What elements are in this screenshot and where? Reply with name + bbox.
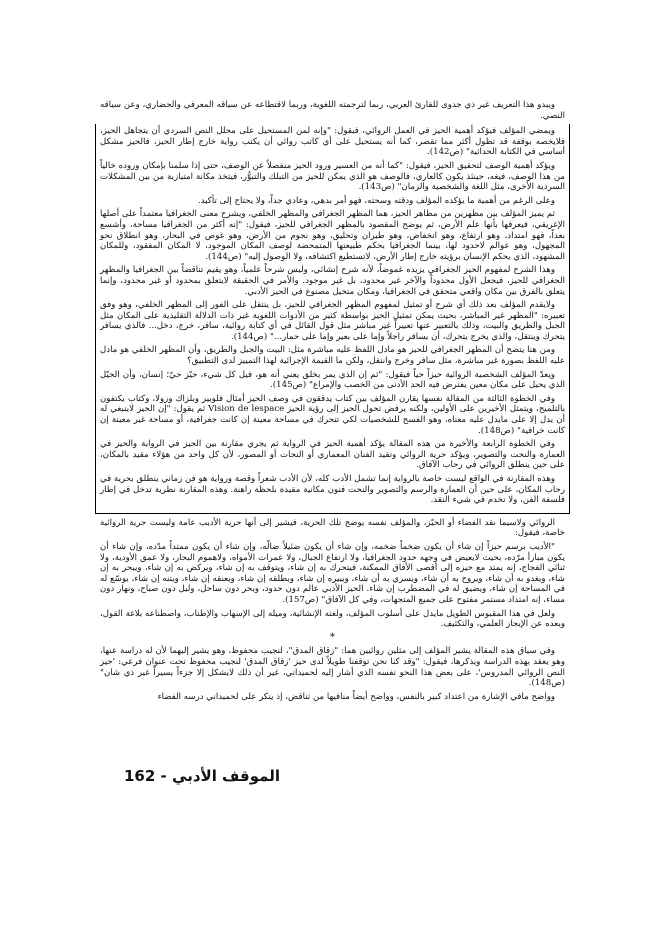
paragraph: وواضح مافي الإشارة من اعتداد كبير بالنفس، وواضح أيضاً منافيها من تناقض، إذ ينكر على لحميداني درسه الفضاء <box>157 691 555 702</box>
paragraph: ثم يميز المؤلف بين مظهرين من مظاهر الحيز، هما المظهر الجغرافي والمظهر الخلفي، ويشرح معنى الجغرافيا معتمداً على أصلها الإغريقي، فيعرفها بأنها علم الأرض، ثم يوضح المقصود بالمظهر الجغرافي للحيز، فيقول: "إنه أكثر من الجغرافيا مساحة، وأشسع بعداً، فهو امتداد، وهو ارتفاع، وهو انخفاض، وهو طيران وتحليق، وهو نجوم من الأرض، وهو غوص في البحار، وهو انطلاق نحو المجهول، وهو عوالم لاحدود لها، بينما الجغرافيا بحكم طبيعتها المتمحضة لوصف المكان الموجود، لا المكان المفقود، وللمكان المشهود، الذي يحكم الإنسان برؤيته خارج إطار الأرض، لاتستطيع اكتشافه، ولا الوصول إليه" (ص144). <box>100 209 565 262</box>
paragraph: ويؤكد أهمية الوصف لتحقيق الحيز، فيقول: "كما أنه من العسير ورود الحيز منفصلاً عن الوصف، حتى إذا سلمنا بإمكان وروده خالياً من هذا الوصف، فيغه، حينئذ يكون كالعاري، فالوصف هو الذي يمكن للحيز من التبلك والتبوُّر، فيتخذ مكانة امتيازية من بين المشكلات السردية الأخرى، مثل اللغة والشخصية والزمان" (ص143). <box>100 160 565 193</box>
paragraph: وفي سياق هذه المقالة يشير المؤلف إلى مثلين روائيين هما: "زقاق المدق"، لنجيب محفوظ، وهو يشير إليهما لأن له دراسة عنها، وهو يعقد بهذه الدراسة ويذكرها، فيقول: "وقد كنا نحن توقفنا طويلاً لدى حيز 'زقاق المدق' لنجيب محفوظ تحت عنوان فرعي: 'حيز النص الروائي المدروس'، على بعض هذا النحو نفسه الذي أشار إليه لحميداني، غير أن ذلك لايشكل إلا جزءاً يسيراً غير ذي شان" (ص148). <box>100 646 565 689</box>
paragraph: ويبدو هذا التعريف غير ذي جدوى للقارئ العربي، ربما لترجمته اللغوية، وربما لاقتطاعه عن سياقه المعرفي والحضاري، وعن سياقه النصي. <box>100 100 565 121</box>
page-footer <box>120 767 540 785</box>
paragraph: ويعدّ المؤلف الشخصية الروائية حيزاً حياً فيقول: "ثم إن الذي يمر بخلق يعني أنه هو، فيل كل شيء، حيّز حيّ؛ إنسان، وأن الحيّل الذي يحيل على مكان معين يفترض فيه الحد الأدنى من الخصب والإمراع" (ص145). <box>100 369 565 391</box>
article-body <box>100 100 565 705</box>
paragraph: وعلى الرغم من أهمية ما يؤكده المؤلف ودقته وسحته، فهو أمر بدهي، وعادي جداً، ولا يحتاج إلى تأكيد. <box>197 195 555 206</box>
page-number: 162 <box>124 767 156 785</box>
paragraph: وهذه المقارنة في الواقع ليست خاصة بالرواية إنما تشمل الأدب كله، لأن الأدب شعراً وقصة ورواية هو فن زماني ينطلق بحرية في رحاب المكان، على حين أن العمارة والرسم والتصوير والنحت فنون مكانية مقيدة بلحظة راهنة. وهذه المقارنة نظرية تدخل في إطار فلسفة الفن، ولا تخدم في شيء النقد. <box>100 474 565 506</box>
paragraph: وهذا الشرح لمفهوم الحيز الجغرافي يزيده غموضاً، لأنه شرح إنشائي، وليس شرحاً علمياً، وهو يقيم تناقضاً بين الجغرافيا والمظهر الجغرافي للحيز، فيجعل الأول محدوداً والآخر غير محدود، بل غير موجود. والأمر في الحقيقة لايتعلق بمحدود أو غير محدود، وإنما يتعلق بالفرق بين مكان واقعي متحقق في الجغرافيا، ومكان متخيل مصنوع في الحيز الأدبي. <box>100 265 565 297</box>
framed-section <box>95 124 570 514</box>
paragraph: ولايقدم المؤلف بعد ذلك أي شرح أو تمثيل لمفهوم المظهر الجغرافي للحيز، بل ينتقل على الفور إلى المظهر الخلفي، وهو وفق تعبيره: "المظهر غير المباشر، بحيث يمكن تمثيل الحيز بواسطة كثير من الأدوات اللغوية غير ذات الدلالة التقليدية على المكان مثل الجبل والطريق والبيت، وذلك بالتعبير عنها تعبيراً غير مباشر مثل قول القائل في أي كتابة روائية، سافر، خرج، دخل... فالذي يسافر يتحرك وينتقل، والذي يخرج يتحرك، أن يسافر راجلاً وإما على بعير وإما على حمار..." (ص144). <box>100 300 565 342</box>
paragraph: ويمضي المؤلف فيؤكد أهمية الحيز في العمل الروائي، فيقول: "وإنه لمن المستحيل على محلل النص السردي أن يتجاهل الحيز، فلايخصه بوقفة قد تطول أكثر مما تقصر، كما أنه يستحيل على أي كاتب روائي أن يكتب رواية خارج إطار الحيز، فالحيز مشكل أساسي في الكتابة الحداثية" (ص142). <box>100 126 565 158</box>
paragraph: ولعل في هذا المقبوس الطويل مايدل على أسلوب المؤلف، ولغته الإنشائية، وميله إلى الإسهاب والإطناب، واصطناعه بلاغة القول، وبعده عن الإيجاز العلمي، والتكثيف. <box>100 608 565 630</box>
footer-separator: - <box>160 767 167 785</box>
paragraph: وفي الخطوة الثالثة من المقالة نفسها يقارن المؤلف بين كتاب يدققون في وصف الحيز أمثال فلوبير وبلزاك وزولا، وكتاب يكتفون بالتلميح، ويتمثل الأخيرين على الأولين، ولكنه يرفض تحول الحيز إلى رؤية الحيز Vision de lespace ثم يقول: "إن الحيز لاينبغي له أن يدل إلا على مايدل عليه معناه، وهو الفسح للشخصيات لكي تتحرك في مساحة معينة إن كانت جغرافية، أو مساحة غير معينة إن كانت خرافية" (ص148). <box>100 393 565 436</box>
magazine-title: الموقف الأدبي <box>172 767 280 785</box>
paragraph: الروائي ولاسيما نقد الفضاء أو الحيّز، والمؤلف نفسه يوضح تلك الحرية، فيشير إلى أنها حرية الأديب عامة وليست حرية الروائية خاصة، فيقول: <box>100 517 565 539</box>
quote-paragraph: "الأديب برسم حيزاً إن شاء أن يكون ضخماً ضخمه، وإن شاء أن يكون ضئيلاً ضالّه، وإن شاء أن يكون ممتداً مدّده، وإن شاء أن يكون مبارأ مرّده، بحيث لايعيض في وجهه حدود الجغرافيا، ولا ارتفاع الجبال، ولا عمرات الأمواه، ولاهموم البحار، ولا عمق الأودية، ولا ثنائي الفجاج، إنه يمتد مع حيزه إلى أقصى الأفاق الممكنة، فيتحرك به إن شاء، ويتوقف به إن شاء، ويركض به إن شاء، ويبحر به إن شاء، ويغدو به أن شاء، ويروح به أن شاء، ويسري به أن شاء، ويبيره إن شاء، ويطلقه إن شاء، ويعنقه إن شاء، ويتنه إن شاء، يوسّع له في المساحة إن شاء، ويضيق له في المضطرب إن شاء. الحيز الأدبي عالم دون حدود، وبحر دون ساحل، وليل دون صباح، ونهار دون مساء، إنه امتداد مستمر مفتوح على جميع المتجهات، وفي كل الآفاق" (ص157). <box>100 541 566 605</box>
paragraph: وفي الخطوة الرابعة والأخيرة من هذه المقالة يؤكد أهمية الحيز في الرواية ثم يجري مقارنة بين الحيز في الرواية والحيز في العمارة والنحت والتصوير، ويؤكد حرية الروائي وتقيد الفنان المعماري أو النحات أو المصور، لأن كل واحد من هؤلاء مقيد بالمكان، على حين ينطلق الروائي في رحاب الآفاق. <box>100 439 565 471</box>
section-separator: * <box>330 631 335 643</box>
paragraph: ومن هنا يتضح أن المظهر الجغرافي للحيز هو مادل اللفظ عليه مباشرة مثل: البيت والجبل والطريق، وأن المظهر الخلفي هو مادل عليه اللفظ بصورة غير مباشرة، مثل سافر وخرج وانتقل، ولكن ما القيمة الإجرائية لهذا التمييز لدى التطبيق؟ <box>100 345 565 367</box>
